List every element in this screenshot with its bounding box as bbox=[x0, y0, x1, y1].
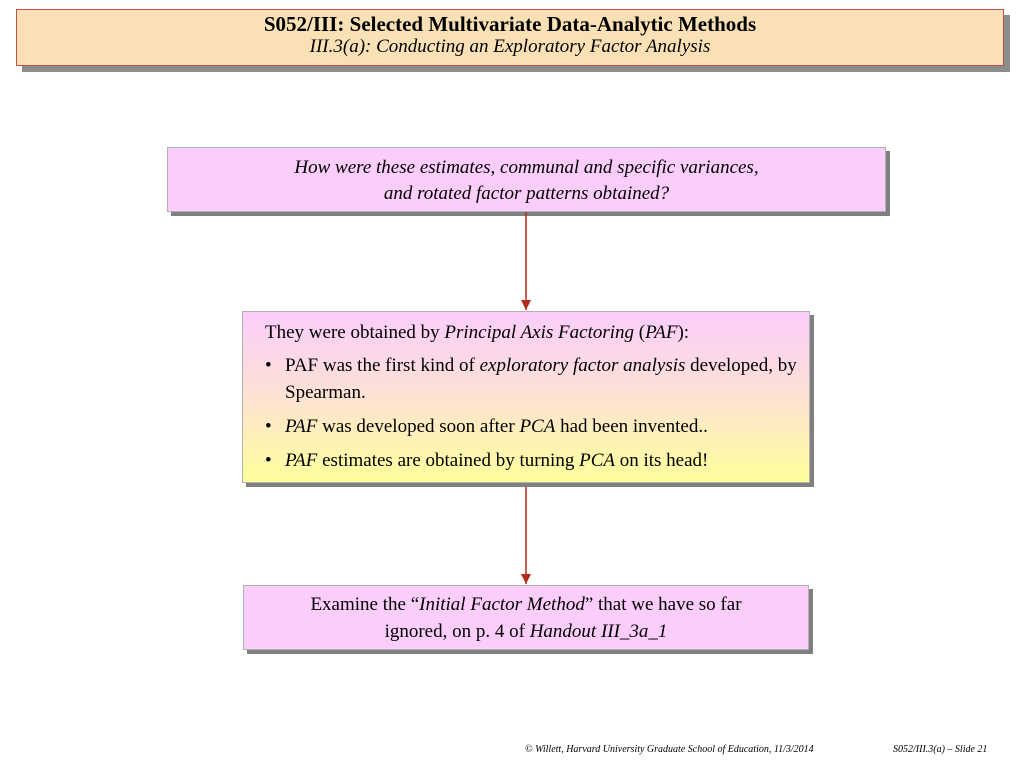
list-item: • PAF estimates are obtained by turning PCA on its head! bbox=[265, 447, 799, 474]
arrowhead-2 bbox=[521, 574, 531, 584]
list-item: • PAF was developed soon after PCA had been invented.. bbox=[265, 413, 799, 440]
examine-line-2: ignored, on p. 4 of Handout III_3a_1 bbox=[384, 621, 668, 642]
answer-box bbox=[242, 311, 810, 483]
bullet-dot: • bbox=[265, 416, 272, 437]
question-line-2: and rotated factor patterns obtained? bbox=[383, 183, 670, 204]
examine-line-1: Examine the “Initial Factor Method” that we have so far bbox=[310, 594, 742, 615]
footer-slide-number: S052/III.3(a) – Slide 21 bbox=[893, 744, 988, 755]
question-line-1: How were these estimates, communal and specific variances, bbox=[294, 157, 759, 178]
bullet-dot: • bbox=[265, 355, 272, 376]
examine-box bbox=[243, 585, 809, 650]
arrowhead-1 bbox=[521, 300, 531, 310]
slide-subtitle: III.3(a): Conducting an Exploratory Factor Analysis bbox=[309, 36, 711, 57]
bullet-dot: • bbox=[265, 450, 272, 471]
footer-copyright: © Willett, Harvard University Graduate School of Education, 11/3/2014 bbox=[525, 744, 814, 755]
slide-title: S052/III: Selected Multivariate Data-Analytic Methods bbox=[263, 12, 757, 36]
list-item: • PAF was the first kind of exploratory factor analysis developed, by Spearman. bbox=[265, 352, 799, 406]
answer-lead: They were obtained by Principal Axis Factoring (PAF): bbox=[265, 322, 690, 343]
